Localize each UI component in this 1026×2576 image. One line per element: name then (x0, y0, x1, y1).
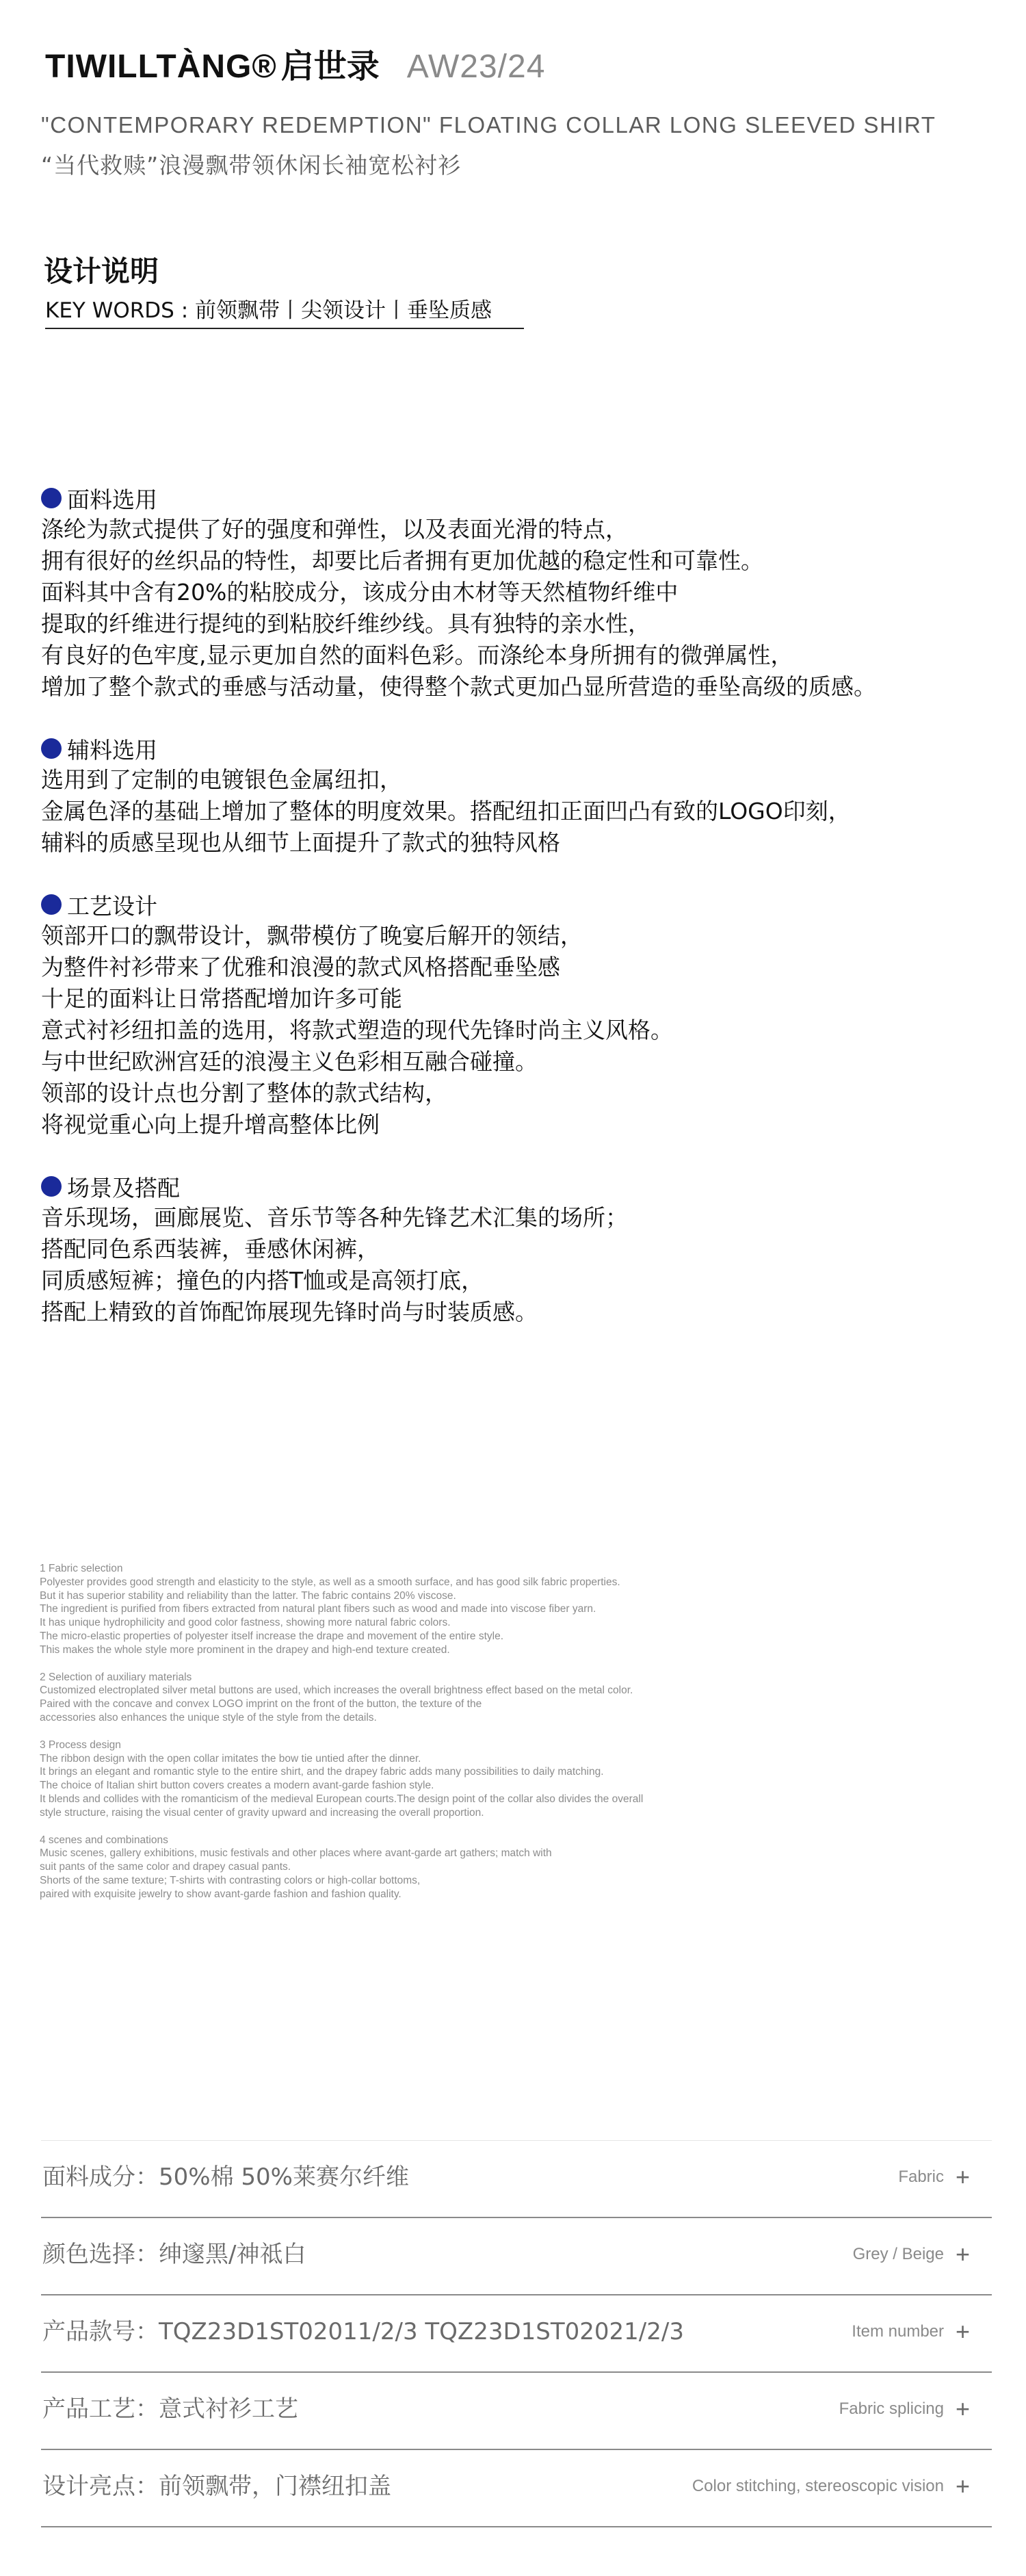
brand-header (45, 40, 545, 87)
section-process (41, 889, 999, 1141)
brand-logo: TIWILLTÀNG® (45, 49, 277, 85)
section-line: 拥有很好的丝织品的特性，却要比后者拥有更加优越的稳定性和可靠性。 (41, 547, 763, 574)
note-line: 4 scenes and combinations (40, 1834, 168, 1846)
section-line: 为整件衬衫带来了优雅和浪漫的款式风格搭配垂坠感 (41, 954, 560, 980)
section-line: 提取的纤维进行提纯的到粘胶纤维纱线。具有独特的亲水性， (41, 610, 650, 637)
note-line: 3 Process design (40, 1739, 121, 1751)
section-line: 面料其中含有20%的粘胶成分，该成分由木材等天然植物纤维中 (41, 579, 679, 606)
spec-label: 产品款号：TQZ23D1ST02011/2/3 TQZ23D1ST02021/2/3 (42, 2318, 684, 2345)
section-line: 选用到了定制的电镀银色金属纽扣， (41, 766, 402, 793)
note-line: style structure, raising the visual center of gravity upward and increasing the overall proportion. (40, 1806, 484, 1819)
spec-english-label: Fabric splicing (839, 2399, 944, 2418)
spec-english-label: Color stitching, stereoscopic vision (692, 2477, 944, 2495)
note-line: It has unique hydrophilicity and good color fastness, showing more natural fabric colors. (40, 1617, 451, 1629)
section-line: 领部的设计点也分割了整体的款式结构， (41, 1080, 447, 1106)
section-line: 搭配上精致的首饰配饰展现先锋时尚与时装质感。 (41, 1299, 538, 1325)
note-line: It brings an elegant and romantic style to the entire shirt, and the drapey fabric adds many possibilities to daily matching. (40, 1766, 604, 1778)
plus-icon[interactable]: + (955, 2472, 970, 2500)
note-line: Paired with the concave and convex LOGO imprint on the front of the button, the texture of the (40, 1698, 482, 1710)
product-specs-list (41, 2140, 992, 2527)
note-line: accessories also enhances the unique style of the style from the details. (40, 1711, 377, 1723)
spec-row-fabric[interactable] (41, 2141, 992, 2218)
spec-label: 面料成分：50%棉 50%莱赛尔纤维 (42, 2163, 409, 2191)
plus-icon[interactable]: + (955, 2240, 970, 2268)
note-line: The ingredient is purified from fibers extracted from natural plant fibers such as wood and made into viscose fiber yarn. (40, 1603, 596, 1615)
spec-label: 产品工艺：意式衬衫工艺 (42, 2395, 298, 2423)
section-accessories (41, 733, 999, 859)
brand-chinese-name: 启世录 (280, 47, 380, 86)
english-note-accessories (40, 1671, 860, 1725)
spec-row-highlights[interactable] (41, 2450, 992, 2527)
design-sections (41, 482, 999, 1358)
section-line: 音乐现场，画廊展览、音乐节等各种先锋艺术汇集的场所； (41, 1204, 628, 1231)
note-line: The micro-elastic properties of polyester itself increase the drape and movement of the entire style. (40, 1630, 504, 1642)
section-line: 涤纶为款式提供了好的强度和弹性，以及表面光滑的特点， (41, 516, 628, 543)
plus-icon[interactable]: + (955, 2395, 970, 2423)
spec-english-label: Fabric (898, 2168, 944, 2186)
note-line: Customized electroplated silver metal buttons are used, which increases the overall brightness effect based on the metal color. (40, 1684, 633, 1697)
note-line: Polyester provides good strength and elasticity to the style, as well as a smooth surface, and has good silk fabric properties. (40, 1576, 620, 1588)
note-line: 1 Fabric selection (40, 1563, 123, 1574)
section-scenes (41, 1171, 999, 1328)
season-label: AW23/24 (406, 49, 546, 85)
english-note-process (40, 1739, 860, 1820)
product-title-chinese: “当代救赎”浪漫飘带领休闲长袖宽松衬衫 (41, 152, 462, 179)
bullet-dot-icon (41, 738, 62, 759)
section-line: 同质感短裤；撞色的内搭T恤或是高领打底， (41, 1267, 484, 1294)
section-line: 领部开口的飘带设计，飘带模仿了晚宴后解开的领结， (41, 922, 583, 949)
english-note-scenes (40, 1834, 860, 1901)
note-line: suit pants of the same color and drapey casual pants. (40, 1861, 291, 1873)
english-notes (40, 1562, 860, 1915)
note-line: The choice of Italian shirt button covers creates a modern avant-garde fashion style. (40, 1780, 434, 1792)
section-line: 搭配同色系西装裤，垂感休闲裤， (41, 1236, 380, 1262)
plus-icon[interactable]: + (955, 2317, 970, 2345)
note-line: 2 Selection of auxiliary materials (40, 1671, 192, 1683)
section-line: 辅料的质感呈现也从细节上面提升了款式的独特风格 (41, 829, 560, 856)
section-line: 金属色泽的基础上增加了整体的明度效果。搭配纽扣正面凹凸有致的LOGO印刻， (41, 798, 851, 824)
note-line: Music scenes, gallery exhibitions, music festivals and other places where avant-garde art gathers; match with (40, 1847, 552, 1860)
bullet-dot-icon (41, 1176, 62, 1197)
bullet-dot-icon (41, 894, 62, 915)
design-notes-heading: 设计说明 (44, 255, 159, 288)
note-line: Shorts of the same texture; T-shirts with contrasting colors or high-collar bottoms, (40, 1874, 421, 1886)
section-title: 辅料选用 (67, 736, 157, 764)
english-note-fabric (40, 1562, 860, 1657)
section-title: 场景及搭配 (67, 1174, 180, 1201)
spec-row-color[interactable] (41, 2218, 992, 2295)
section-line: 有良好的色牢度,显示更加自然的面料色彩。而涤纶本身所拥有的微弹属性， (41, 642, 793, 668)
section-line: 将视觉重心向上提升增高整体比例 (41, 1111, 380, 1138)
section-title: 工艺设计 (67, 892, 157, 920)
section-line: 意式衬衫纽扣盖的选用，将款式塑造的现代先锋时尚主义风格。 (41, 1017, 673, 1043)
spec-row-item-number[interactable] (41, 2295, 992, 2373)
note-line: But it has superior stability and reliability than the latter. The fabric contains 20% viscose. (40, 1589, 456, 1602)
spec-row-craft[interactable] (41, 2373, 992, 2450)
plus-icon[interactable]: + (955, 2163, 970, 2191)
note-line: The ribbon design with the open collar imitates the bow tie untied after the dinner. (40, 1752, 421, 1765)
section-line: 与中世纪欧洲宫廷的浪漫主义色彩相互融合碰撞。 (41, 1048, 538, 1075)
spec-english-label: Grey / Beige (852, 2245, 944, 2263)
section-line: 增加了整个款式的垂感与活动量，使得整个款式更加凸显所营造的垂坠高级的质感。 (41, 673, 876, 700)
section-title: 面料选用 (67, 486, 157, 513)
note-line: It blends and collides with the romanticism of the medieval European courts.The design point of the collar also divides the overall (40, 1793, 644, 1805)
spec-english-label: Item number (852, 2322, 944, 2341)
section-line: 十足的面料让日常搭配增加许多可能 (41, 985, 402, 1012)
keywords-line: KEY WORDS : 前领飘带丨尖领设计丨垂坠质感 (45, 293, 524, 329)
note-line: This makes the whole style more prominent in the drapey and high-end texture created. (40, 1643, 450, 1656)
note-line: paired with exquisite jewelry to show avant-garde fashion and fashion quality. (40, 1888, 402, 1900)
spec-label: 设计亮点：前领飘带，门襟纽扣盖 (42, 2473, 391, 2500)
section-fabric (41, 482, 999, 703)
bullet-dot-icon (41, 488, 62, 508)
spec-label: 颜色选择：绅邃黑/神祗白 (42, 2241, 306, 2268)
product-title-english: "CONTEMPORARY REDEMPTION" FLOATING COLLAR LONG SLEEVED SHIRT (41, 112, 936, 138)
